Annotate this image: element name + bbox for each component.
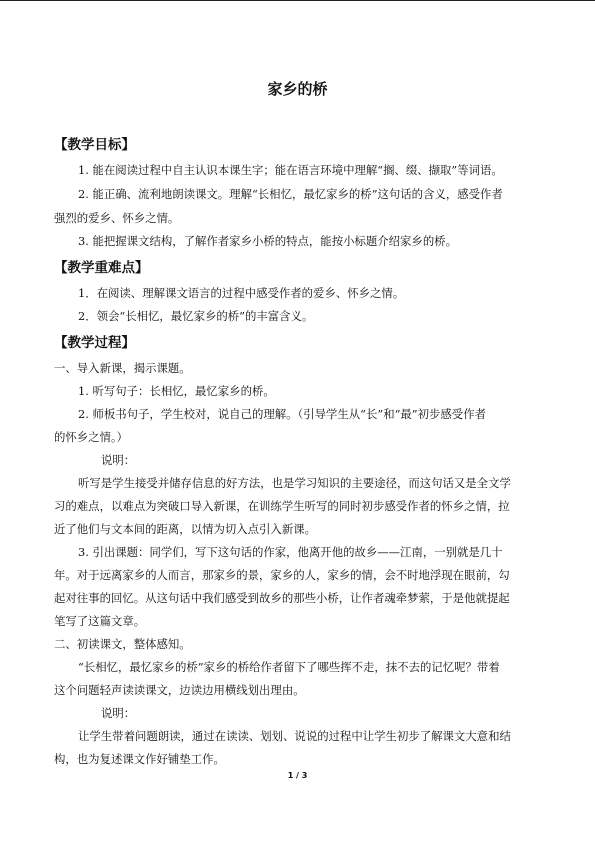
process-line-2: 1. 听写句子：长相忆，最忆家乡的桥。 [78, 384, 275, 398]
process-line-1: 一、导入新课，揭示课题。 [54, 361, 191, 375]
key-point-line-1: 1．在阅读、理解课文语言的过程中感受作者的爱乡、怀乡之情。 [78, 286, 405, 300]
process-line-12: 笔写了这篇文章。 [54, 614, 146, 628]
section-heading-objectives: 【教学目标】 [54, 137, 135, 153]
process-line-7: 习的难点，以难点为突破口导入新课，在训练学生听写的同时初步感受作者的怀乡之情，拉 [54, 499, 510, 513]
process-line-3: 2. 师板书句子，学生校对，说自己的理解。（引导学生从“长”和“最”初步感受作者 [78, 407, 486, 421]
process-line-8: 近了他们与文本间的距离，以情为切入点引入新课。 [54, 522, 316, 536]
objective-line-2: 2. 能正确、流利地朗读课文。理解“长相忆，最忆家乡的桥”这句话的含义，感受作者 [78, 187, 503, 201]
process-line-18: 构，也为复述课文作好铺垫工作。 [54, 752, 225, 766]
page-number: 1 / 3 [287, 771, 308, 780]
section-heading-process: 【教学过程】 [54, 335, 135, 351]
section-heading-key-points: 【教学重难点】 [54, 260, 149, 276]
process-line-15: 这个问题轻声读读课文，边读边用横线划出理由。 [54, 683, 305, 697]
key-point-line-2: 2．领会“长相忆，最忆家乡的桥”的丰富含义。 [78, 309, 314, 323]
process-line-14: “长相忆，最忆家乡的桥”家乡的桥给作者留下了哪些挥不走，抹不去的记忆呢？带着 [78, 660, 500, 674]
process-line-11: 起对往事的回忆。从这句话中我们感受到故乡的那些小桥，让作者魂牵梦萦，于是他就提起 [54, 591, 510, 605]
process-line-13: 二、初读课文，整体感知。 [54, 637, 191, 651]
objective-line-3: 3. 能把握课文结构，了解作者家乡小桥的特点，能按小标题介绍家乡的桥。 [78, 234, 457, 248]
objective-line-1: 1. 能在阅读过程中自主认识本课生字；能在语言环境中理解“搁、缀、撷取”等词语。 [78, 163, 503, 177]
process-line-10: 年。对于远离家乡的人而言，那家乡的景，家乡的人，家乡的情，会不时地浮现在眼前，勾 [54, 568, 510, 582]
process-line-9: 3. 引出课题：同学们，写下这句话的作家，他离开他的故乡——江南，一别就是几十 [78, 545, 503, 559]
process-line-6: 听写是学生接受并储存信息的好方法，也是学习知识的主要途径，而这句话又是全文学 [78, 476, 511, 490]
objective-line-2-cont: 强烈的爱乡、怀乡之情。 [54, 211, 180, 225]
process-note-label-1: 说明： [101, 453, 136, 467]
document-title: 家乡的桥 [267, 80, 328, 98]
process-line-4: 的怀乡之情。） [54, 430, 129, 444]
process-line-17: 让学生带着问题朗读，通过在读读、划划、说说的过程中让学生初步了解课文大意和结 [78, 729, 511, 743]
process-note-label-2: 说明： [101, 706, 136, 720]
